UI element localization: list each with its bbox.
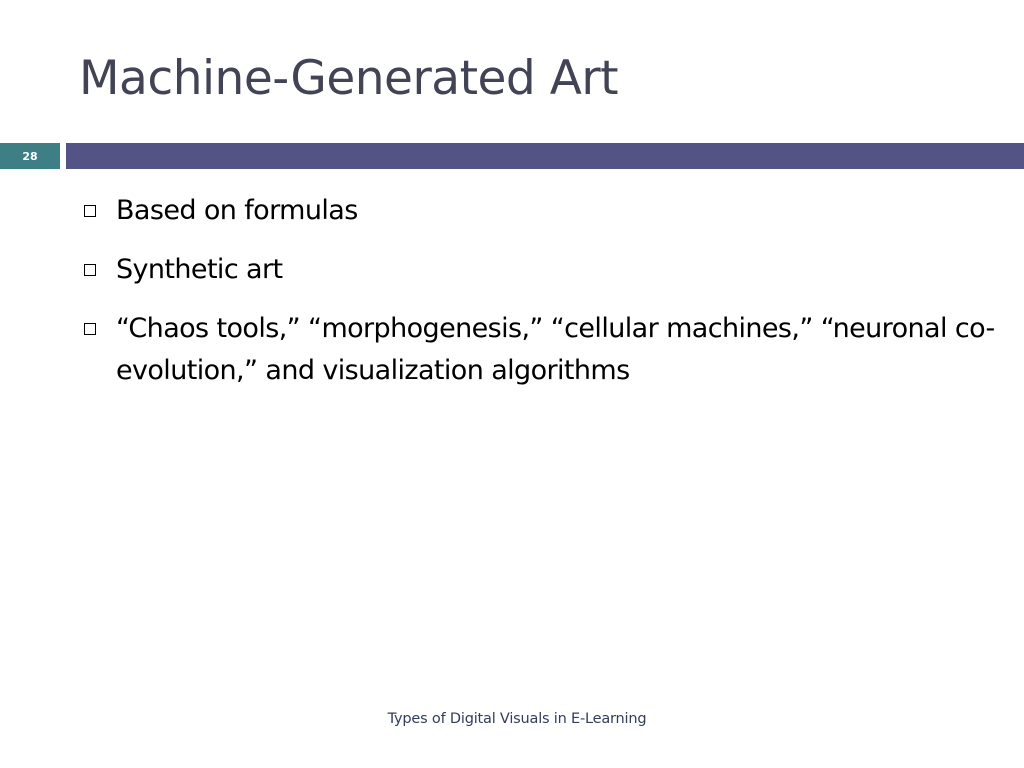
title-accent-bar bbox=[66, 143, 1024, 169]
bullet-text: Synthetic art bbox=[116, 254, 283, 285]
bullet-item bbox=[82, 308, 1002, 392]
hollow-square-bullet-icon bbox=[84, 205, 96, 217]
bullet-item bbox=[82, 249, 1002, 291]
slide-number-badge: 28 bbox=[0, 143, 60, 169]
slide-footer: Types of Digital Visuals in E-Learning bbox=[387, 711, 647, 727]
hollow-square-bullet-icon bbox=[84, 264, 96, 276]
bullet-text: Based on formulas bbox=[116, 195, 358, 226]
slide-title: Machine-Generated Art bbox=[79, 51, 619, 106]
bullet-list bbox=[82, 190, 1002, 409]
bullet-text: “Chaos tools,” “morphogenesis,” “cellular machines,” “neuronal co-evolution,” and visualization algorithms bbox=[116, 313, 995, 386]
bullet-item bbox=[82, 190, 1002, 232]
hollow-square-bullet-icon bbox=[84, 323, 96, 335]
